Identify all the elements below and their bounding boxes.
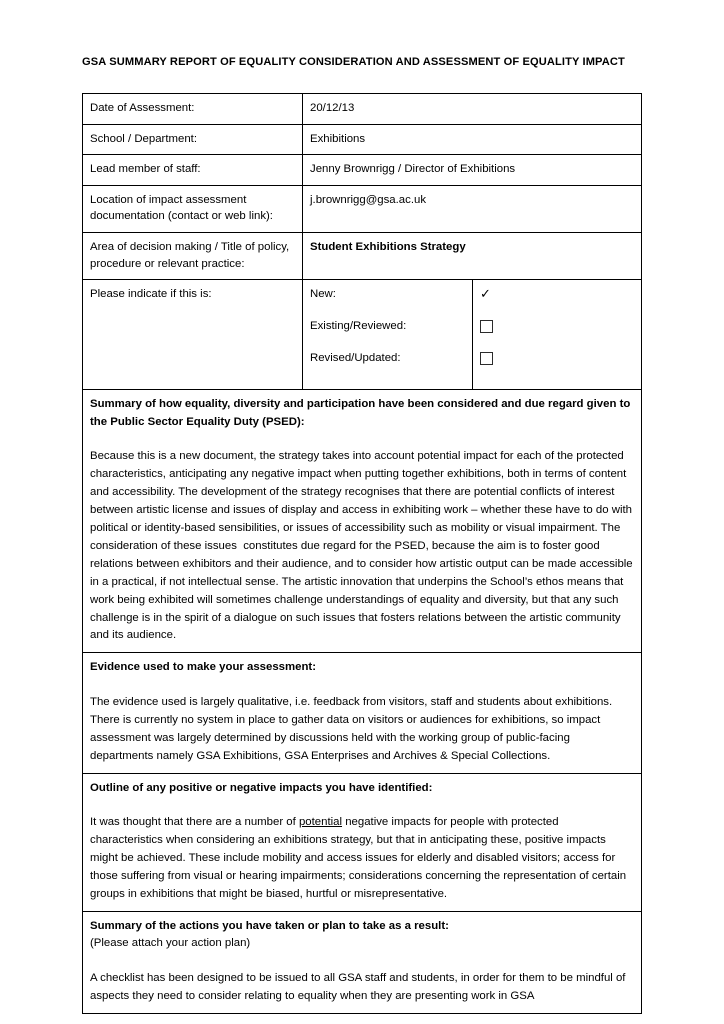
section-evidence bbox=[83, 653, 642, 773]
section-heading-psed: Summary of how equality, diversity and participation have been considered and due regard given to the Public Sector Equality Duty (PSED): bbox=[90, 398, 631, 428]
field-value-school-department[interactable]: Exhibitions bbox=[303, 124, 642, 155]
table-row-indicate bbox=[83, 280, 642, 390]
option-label-existing-reviewed: Existing/Reviewed: bbox=[310, 320, 407, 333]
field-value-date-of-assessment[interactable]: 20/12/13 bbox=[303, 94, 642, 125]
field-value-area-of-decision-making[interactable]: Student Exhibitions Strategy bbox=[303, 232, 642, 279]
table-row-actions bbox=[83, 911, 642, 1013]
checkbox-existing-reviewed[interactable] bbox=[480, 320, 493, 333]
table-row-impacts bbox=[83, 773, 642, 911]
section-subheading-actions: (Please attach your action plan) bbox=[90, 937, 251, 950]
section-body-impacts bbox=[90, 814, 634, 904]
section-psed bbox=[83, 390, 642, 653]
option-label-new: New: bbox=[310, 288, 336, 301]
field-value-lead-member-of-staff[interactable]: Jenny Brownrigg / Director of Exhibitions bbox=[303, 155, 642, 186]
impacts-text-before: It was thought that there are a number of bbox=[90, 816, 299, 829]
checkbox-row-revised-updated[interactable] bbox=[480, 350, 634, 382]
table-row bbox=[83, 185, 642, 232]
table-row bbox=[83, 232, 642, 279]
section-heading-impacts: Outline of any positive or negative impacts you have identified: bbox=[90, 781, 433, 794]
check-icon: ✓ bbox=[480, 286, 491, 302]
equality-assessment-form bbox=[82, 93, 642, 1014]
indicate-marks-list bbox=[473, 280, 642, 390]
section-heading-actions: Summary of the actions you have taken or plan to take as a result: bbox=[90, 919, 449, 932]
field-label-school-department: School / Department: bbox=[83, 124, 303, 155]
section-body-actions: A checklist has been designed to be issued to all GSA staff and students, in order for them to be mindful of aspects they need to consider relating to equality when they are presenting work in GSA bbox=[90, 971, 626, 1002]
section-body-evidence: The evidence used is largely qualitative, i.e. feedback from visitors, staff and students about exhibitions. There is currently no system in place to gather data on visitors or audiences for exhibitions, so impact assessment was largely determined by discussions held with the working group of public-facing departments namely GSA Exhibitions, GSA Enterprises and Archives & Special Collections. bbox=[90, 695, 613, 762]
section-actions bbox=[83, 911, 642, 1013]
checkbox-row-existing-reviewed[interactable] bbox=[480, 318, 634, 350]
field-label-location-of-documentation: Location of impact assessment documentation (contact or web link): bbox=[83, 185, 303, 232]
section-heading-evidence: Evidence used to make your assessment: bbox=[90, 661, 317, 674]
page-title: GSA SUMMARY REPORT OF EQUALITY CONSIDERATION AND ASSESSMENT OF EQUALITY IMPACT bbox=[82, 56, 625, 68]
field-label-lead-member-of-staff: Lead member of staff: bbox=[83, 155, 303, 186]
table-row-evidence bbox=[83, 653, 642, 773]
field-label-date-of-assessment: Date of Assessment: bbox=[83, 94, 303, 125]
impacts-text-after: negative impacts for people with protected characteristics when considering an exhibitions strategy, but that in anticipating these, positive impacts might be achieved. These include mobility and access issues for elderly and disabled visitors; access for those suffering from visual or hearing impairments; considerations concerning the representation of certain groups in exhibitions that might be biased, hurtful or misrepresentative. bbox=[90, 816, 627, 900]
table-row bbox=[83, 94, 642, 125]
table-row bbox=[83, 124, 642, 155]
field-label-please-indicate: Please indicate if this is: bbox=[83, 280, 303, 390]
field-label-area-of-decision-making: Area of decision making / Title of policy, procedure or relevant practice: bbox=[83, 232, 303, 279]
table-row-psed bbox=[83, 390, 642, 653]
table-row bbox=[83, 155, 642, 186]
checkbox-row-new[interactable] bbox=[480, 286, 634, 318]
option-label-revised-updated: Revised/Updated: bbox=[310, 352, 401, 365]
section-body-psed: Because this is a new document, the strategy takes into account potential impact for each of the protected characteristics, anticipating any negative impact when putting together exhibitions, both in terms of content and accessibility. The development of the strategy recognises that there are potential conflicts of interest between artistic license and issues of display and access in exhibiting work – whether these have to do with political or identity-based sensibilities, or issues of accessibility such as mobility or visual impairment. The consideration of these issues constitutes due regard for the PSED, because the aim is to foster good relations between exhibitors and their audience, and to consider how artistic output can be made accessible in a practical, if not intellectual sense. The artistic innovation that underpins the School’s ethos means that work being exhibited will sometimes challenge understandings of equality and diversity, but that any such challenge is in the spirit of a dialogue on such issues that fosters relations between the artistic community and its audience. bbox=[90, 450, 636, 642]
indicate-options-list bbox=[303, 280, 473, 390]
impacts-text-underlined: potential bbox=[298, 816, 343, 829]
section-impacts bbox=[83, 773, 642, 911]
field-value-location-of-documentation[interactable]: j.brownrigg@gsa.ac.uk bbox=[303, 185, 642, 232]
checkbox-revised-updated[interactable] bbox=[480, 352, 493, 365]
